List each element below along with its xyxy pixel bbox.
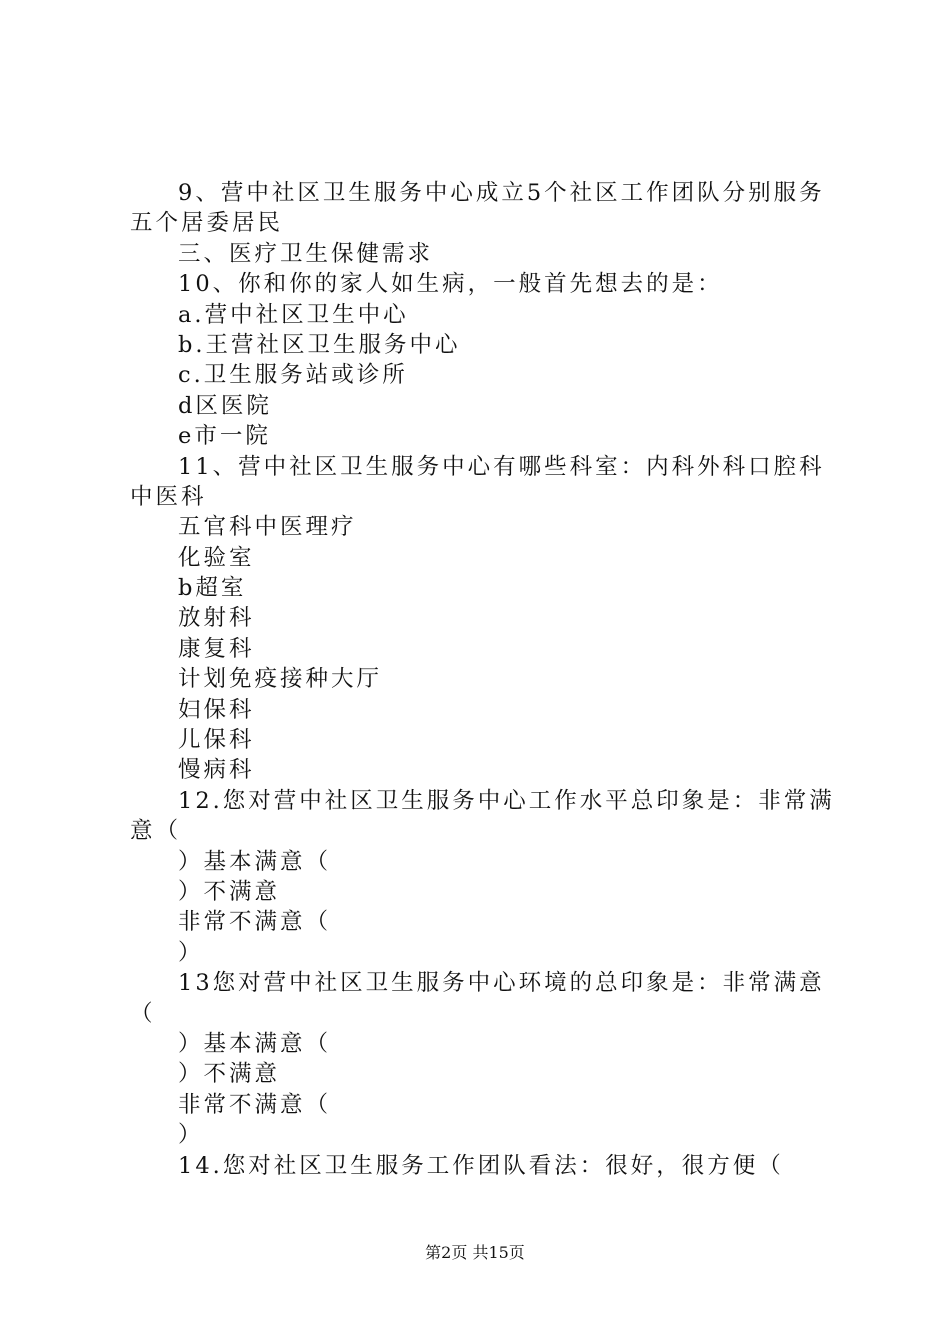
text-line: 妇保科 (178, 696, 255, 723)
text-line: e市一院 (178, 423, 271, 450)
text-line: 化验室 (178, 544, 255, 571)
text-line: 康复科 (178, 635, 255, 662)
text-line: 12.您对营中社区卫生服务中心工作水平总印象是：非常满 (178, 787, 835, 814)
text-line: 13您对营中社区卫生服务中心环境的总印象是：非常满意 (178, 970, 825, 997)
text-line: d区医院 (178, 392, 272, 419)
text-line: 9、营中社区卫生服务中心成立5个社区工作团队分别服务 (178, 180, 825, 206)
document-body (130, 178, 835, 1181)
text-line: c.卫生服务站或诊所 (178, 362, 408, 389)
text-line: 中医科 (130, 483, 207, 510)
text-line: ） (178, 1122, 204, 1149)
text-line: ） (178, 939, 204, 966)
page-footer: 第2页 共15页 (425, 1243, 525, 1262)
text-line: 慢病科 (178, 757, 255, 784)
text-line: 儿保科 (178, 727, 255, 754)
text-line: 10、你和你的家人如生病，一般首先想去的是： (178, 271, 723, 298)
text-line: 11、营中社区卫生服务中心有哪些科室：内科外科口腔科 (178, 453, 825, 480)
text-line: 五个居委居民 (130, 210, 284, 237)
text-line: 14.您对社区卫生服务工作团队看法：很好，很方便（ (178, 1152, 784, 1179)
text-line: 五官科中医理疗 (178, 514, 357, 541)
text-line: 计划免疫接种大厅 (178, 666, 383, 693)
text-line: ）基本满意（ (178, 848, 332, 875)
text-line: ）不满意 (178, 878, 281, 905)
text-line: （ (130, 1000, 156, 1027)
text-line: a.营中社区卫生中心 (178, 301, 409, 328)
text-line: b.王营社区卫生服务中心 (178, 331, 461, 358)
text-line: 意（ (130, 818, 182, 845)
text-line: 非常不满意（ (178, 1091, 332, 1118)
text-line: 非常不满意（ (178, 909, 332, 936)
text-line: 放射科 (178, 605, 255, 632)
text-line: ）基本满意（ (178, 1030, 332, 1057)
text-line: b超室 (178, 575, 247, 602)
text-line: ）不满意 (178, 1061, 281, 1088)
text-line: 三、医疗卫生保健需求 (178, 240, 434, 267)
